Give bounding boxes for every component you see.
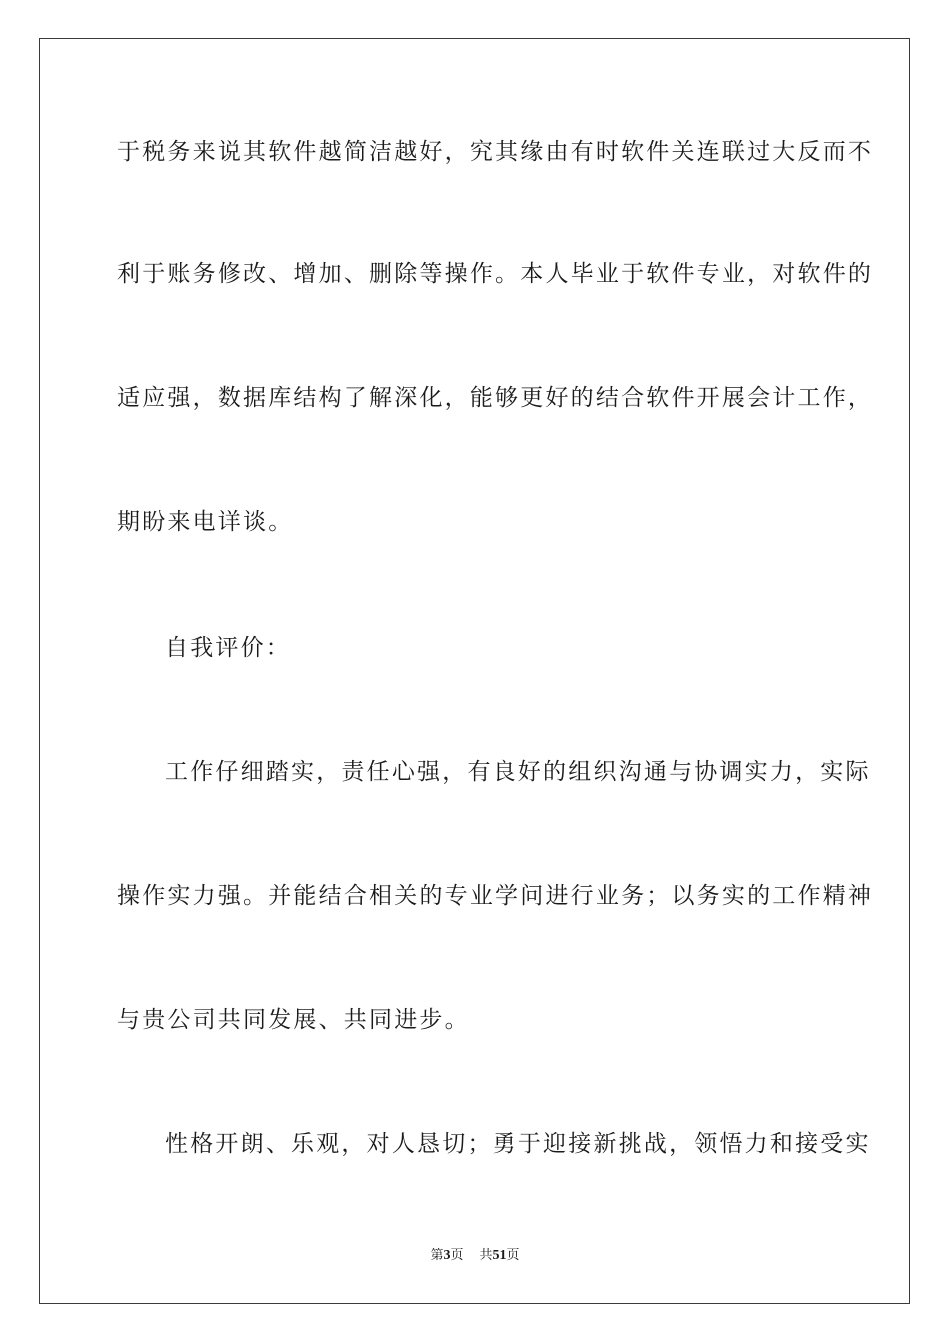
- body-line-1: 于 税 务 来 说 其 软 件 越 简 洁 越 好 ， 究 其 缘 由 有 时 软 件 关 连 联 过 大 反 而 不: [117, 139, 874, 165]
- body-line-6: 工 作 仔 细 踏 实 ， 责 任 心 强 ， 有 良 好 的 组 织 沟 通 与 协 调 实 力 ， 实 际: [165, 759, 871, 785]
- page-current: 3: [443, 1248, 451, 1263]
- section-heading-self-evaluation: 自我评价：: [165, 635, 291, 661]
- page-prefix: 第: [430, 1248, 444, 1263]
- body-line-2: 利 于 账 务 修 改 、 增 加 、 删 除 等 操 作 。 本 人 毕 业 于 软 件 专 业 ， 对 软 件 的: [117, 261, 874, 287]
- body-line-4: 期盼来电详谈。: [117, 509, 294, 535]
- page-total: 51: [492, 1248, 507, 1263]
- body-line-8: 与贵公司共同发展、共同进步。: [117, 1007, 470, 1033]
- page-suffix: 页: [450, 1248, 464, 1263]
- page-border: [39, 38, 910, 1304]
- body-line-9: 性 格 开 朗 、 乐 观 ， 对 人 恳 切 ； 勇 于 迎 接 新 挑 战 ， 领 悟 力 和 接 受 实: [165, 1131, 871, 1157]
- body-line-7: 操 作 实 力 强 。 并 能 结 合 相 关 的 专 业 学 问 进 行 业 务 ； 以 务 实 的 工 作 精 神: [117, 883, 874, 909]
- body-line-3: 适 应 强 ， 数 据 库 结 构 了 解 深 化 ， 能 够 更 好 的 结 合 软 件 开 展 会 计 工 作 ，: [117, 385, 874, 411]
- page-footer: [0, 1247, 950, 1265]
- total-suffix: 页: [506, 1248, 520, 1263]
- total-prefix: 共: [479, 1248, 493, 1263]
